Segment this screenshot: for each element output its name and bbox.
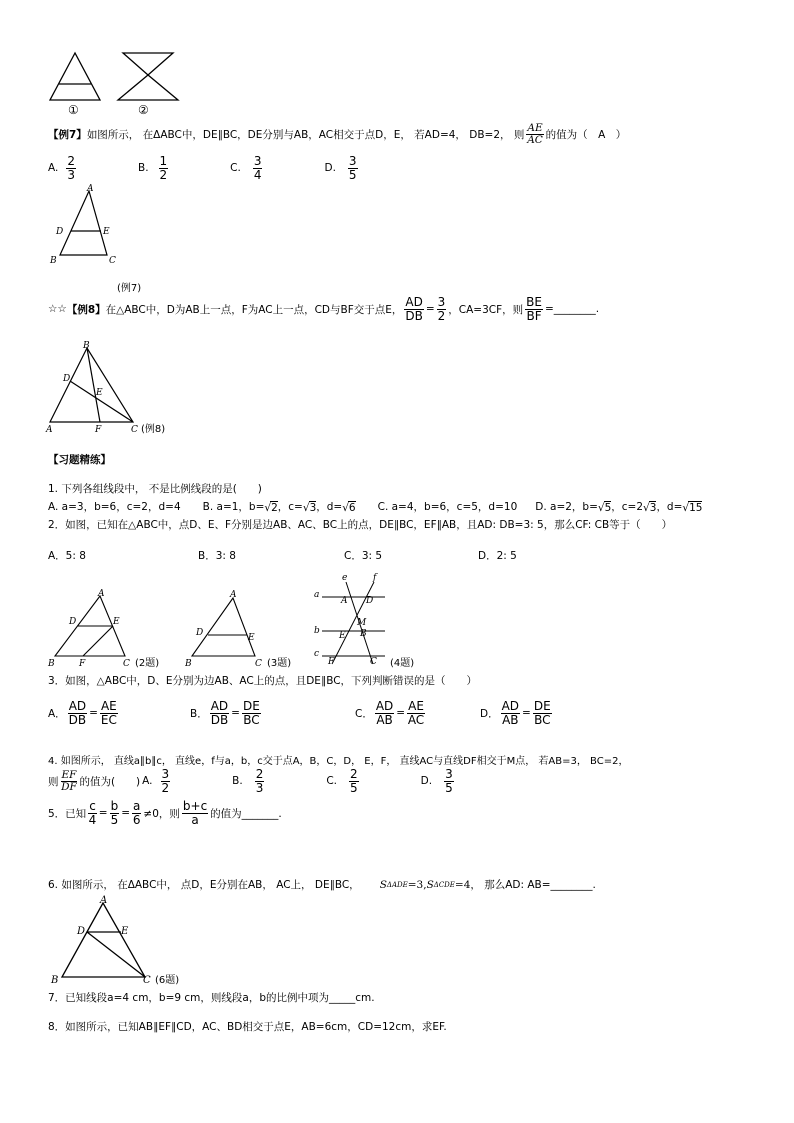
point-label: A: [87, 184, 94, 194]
point-label: C: [255, 659, 262, 668]
fraction: [533, 700, 552, 726]
area-value: =4: [454, 878, 471, 891]
question-5: [48, 800, 282, 826]
fig-label-2: ②: [138, 103, 149, 117]
q5-condition: ≠0，则: [143, 807, 180, 820]
point-label: C: [123, 659, 130, 668]
option-text: ，d=: [316, 501, 343, 513]
frac-numerator: a: [133, 799, 141, 813]
frac-denominator: a: [191, 812, 199, 827]
option-a: A. a=3，b=6，c=2，d=4: [48, 501, 181, 513]
frac-numerator: DE: [242, 699, 260, 713]
fig-label-1: ①: [68, 103, 79, 117]
frac-denominator: 2: [437, 308, 446, 323]
frac-denominator: 4: [88, 812, 97, 827]
fraction: [407, 700, 425, 726]
frac-numerator: 2: [67, 154, 75, 168]
frac-numerator: DE: [533, 699, 551, 713]
hourglass-top: [123, 53, 173, 75]
triangle-abc: [192, 598, 255, 656]
option-label: C.: [230, 162, 241, 175]
question-4-line2: [48, 768, 456, 794]
area-symbol: S: [379, 878, 387, 891]
fraction-3-2: [437, 296, 447, 322]
question-6-figure: [45, 895, 205, 990]
fraction-be-bf: [525, 296, 543, 322]
question-3-figure: [185, 588, 315, 668]
option-d: D. a=2，b=: [535, 501, 598, 513]
area-symbol: S: [426, 878, 434, 891]
frac-numerator: 2: [350, 767, 358, 781]
area-subscript: ΔCDE: [433, 880, 455, 889]
q2-option-c: C．3: 5: [344, 550, 383, 562]
point-label: D: [63, 374, 71, 384]
fraction: [182, 800, 208, 826]
frac-denominator: DB: [68, 712, 87, 727]
example-8-mid: ，CA=3CF，则: [448, 303, 524, 316]
q3-option-c: C． $\frac{AD}{AB}$ = $\frac{AE}{AC}$: [355, 699, 425, 727]
frac-denominator: AC: [527, 134, 543, 147]
figure-caption: (6题): [155, 975, 180, 986]
option-label: C．: [355, 707, 373, 720]
example-7-line: [48, 123, 626, 146]
frac-denominator: BC: [243, 712, 260, 727]
triangle-abc: [50, 348, 133, 422]
point-label: F: [328, 657, 335, 667]
question-2-stem: 2．如图，已知在△ABC中，点D、E、F分别是边AB、AC、BC上的点，DE∥BC，EF∥AB，且AD: DB=3: 5，那么CF: CB等于（ ）: [48, 519, 673, 531]
radicand: 5: [604, 502, 612, 514]
option-label: B.: [137, 162, 149, 175]
frac-numerator: 2: [255, 767, 264, 781]
example-8-tag: 【例8】: [66, 303, 106, 316]
option-text: ，c=: [277, 501, 303, 513]
option-label: B．: [190, 707, 208, 720]
frac-denominator: EC: [100, 712, 117, 727]
fraction: [210, 700, 229, 726]
frac-numerator: AE: [527, 122, 543, 134]
point-label: D: [69, 617, 77, 627]
option-label: A.: [142, 775, 153, 788]
point-label: D: [196, 628, 204, 638]
stars-icon: ☆☆: [48, 303, 67, 316]
frac-denominator: 5: [445, 780, 453, 795]
example-8-text: 在△ABC中，D为AB上一点，F为AC上一点，CD与BF交于点E，: [105, 303, 403, 316]
frac-denominator: BF: [526, 308, 542, 323]
point-label: A: [230, 590, 237, 600]
frac-denominator: 5: [350, 780, 358, 795]
question-4-figure: [310, 572, 440, 670]
frac-numerator: 3: [253, 154, 262, 168]
q3-option-b: B． $\frac{AD}{DB}$ = $\frac{DE}{BC}$: [190, 699, 260, 727]
frac-denominator: AB: [502, 712, 519, 727]
option-b-fraction: [159, 155, 169, 181]
frac-denominator: 6: [132, 812, 141, 827]
segment-dc: [87, 932, 145, 977]
radicand: 6: [348, 502, 356, 514]
example-7-fraction: [526, 123, 543, 146]
option-text: ，d=: [656, 501, 683, 513]
frac-denominator: 2: [159, 167, 168, 182]
option-d-fraction: [348, 155, 358, 181]
q6-tail: ， 那么AD: AB=________.: [470, 879, 596, 891]
q4-prefix: 则: [48, 775, 59, 788]
line-label: e: [342, 573, 348, 583]
option-b: B. a=1，b=: [202, 501, 265, 513]
point-label: A: [100, 895, 108, 906]
hourglass-bottom: [118, 75, 178, 100]
point-label: A: [46, 425, 53, 435]
option-label: D．: [480, 707, 499, 720]
triangle-abc: [62, 903, 145, 977]
frac-denominator: 2: [161, 780, 170, 795]
frac-numerator: BE: [526, 295, 542, 309]
example-7-tail: 的值为（ A ）: [545, 129, 627, 142]
frac-denominator: DB: [210, 712, 229, 727]
frac-numerator: AD: [68, 699, 87, 713]
frac-denominator: 4: [253, 167, 262, 182]
frac-numerator: EF: [61, 768, 77, 781]
triangle-abc: [60, 191, 107, 255]
point-label: D: [366, 596, 374, 606]
fraction: [255, 768, 265, 794]
fraction: [375, 700, 394, 726]
fraction: [132, 800, 141, 826]
top-figures: [45, 50, 185, 120]
option-label: C.: [326, 775, 337, 788]
example-7-text: 如图所示， 在ΔABC中，DE∥BC，DE分别与AB，AC相交于点D，E， 若AD=4， DB=2， 则: [86, 129, 525, 142]
question-4-stem: 4. 如图所示， 直线a∥b∥c， 直线e，f与a，b，c交于点A，B，C，D， E，F， 直线AC与直线DF相交于M点， 若AB=3， BC=2，: [48, 756, 629, 767]
example-7-options: [48, 155, 360, 181]
point-label: E: [96, 388, 103, 398]
point-label: B: [48, 659, 55, 668]
example-8-tail: =________.: [545, 303, 600, 316]
fraction-ef-df: [61, 770, 78, 793]
option-a-fraction: [66, 155, 76, 181]
q3-option-a: A． $\frac{AD}{DB}$ = $\frac{AE}{EC}$: [48, 699, 117, 727]
frac-denominator: BC: [534, 712, 551, 727]
frac-numerator: AD: [375, 699, 394, 713]
point-label: M: [357, 618, 367, 628]
question-7: 7．已知线段a=4 cm，b=9 cm，则线段a，b的比例中项为_____cm.: [48, 992, 375, 1004]
point-label: C: [370, 657, 377, 667]
option-label: D.: [420, 775, 433, 788]
section-title: 【习题精练】: [48, 454, 111, 466]
question-1-options: A. a=3，b=6，c=2，d=4 B. a=1，b= √ 2 ，c= √ 3 ，d= √ 6 C. a=4，b=6，c=5，d=10 D. a=2，b= √ 5 ，c=2 √ 3 ，d= √ 15: [48, 501, 703, 514]
point-label: D: [77, 926, 86, 937]
frac-denominator: 3: [67, 167, 75, 182]
fraction: [444, 768, 454, 794]
frac-numerator: AE: [408, 699, 424, 713]
option-label: A.: [48, 162, 59, 175]
frac-denominator: DF: [61, 780, 77, 793]
frac-numerator: 3: [161, 767, 170, 781]
frac-numerator: 3: [348, 154, 357, 168]
q3-option-d: D． $\frac{AD}{AB}$ = $\frac{DE}{BC}$: [480, 699, 551, 727]
fraction: [110, 800, 120, 826]
option-c-fraction: [253, 155, 263, 181]
example-7-tag: 【例7】: [48, 129, 87, 142]
point-label: E: [113, 617, 120, 627]
option-c: C. a=4，b=6，c=5，d=10: [377, 501, 518, 513]
fraction: [88, 800, 97, 826]
frac-numerator: c: [89, 799, 96, 813]
point-label: B: [83, 341, 90, 351]
radicand: 3: [649, 502, 657, 514]
frac-numerator: 3: [445, 767, 453, 781]
point-label: E: [248, 633, 255, 643]
frac-denominator: DB: [405, 308, 423, 323]
fraction: [161, 768, 171, 794]
figure-caption: (例8): [141, 424, 166, 435]
option-text: ，c=2: [611, 501, 644, 513]
option-label: A．: [48, 707, 66, 720]
line-f: [332, 582, 374, 664]
question-3-stem: 3．如图，△ABC中，D、E分别为边AB、AC上的点，且DE∥BC，下列判断错误的是（ ）: [48, 675, 478, 687]
question-1-stem: 1. 下列各组线段中， 不是比例线段的是( ): [48, 483, 262, 495]
point-label: B: [50, 256, 57, 266]
q2-option-b: B．3: 8: [198, 550, 236, 562]
frac-numerator: b: [110, 799, 119, 813]
point-label: E: [121, 926, 129, 937]
line-label: a: [314, 590, 320, 600]
fraction: [349, 768, 359, 794]
radicand: 3: [309, 502, 317, 514]
point-label: A: [341, 596, 348, 606]
point-label: F: [79, 659, 86, 668]
fraction: [100, 700, 118, 726]
point-label: C: [131, 425, 138, 435]
q5-tail: 的值为_______.: [210, 807, 282, 820]
frac-numerator: AE: [100, 699, 117, 713]
area-value: =3,: [407, 878, 427, 891]
point-label: D: [56, 227, 64, 237]
q4-tail: 的值为( ): [79, 775, 141, 788]
equals-sign: =: [425, 303, 435, 316]
equals-sign: =: [121, 807, 131, 820]
q2-option-a: A．5: 8: [48, 550, 86, 562]
point-label: E: [339, 631, 346, 641]
fraction: [242, 700, 261, 726]
line-label: b: [314, 626, 320, 636]
frac-numerator: b+c: [182, 799, 208, 813]
q6-text: 6. 如图所示， 在ΔABC中， 点D，E分别在AB， AC上， DE∥BC，: [48, 879, 360, 891]
area-subscript: ΔADE: [386, 880, 408, 889]
line-label: c: [314, 649, 320, 659]
frac-denominator: AB: [376, 712, 393, 727]
frac-numerator: AD: [405, 295, 423, 309]
point-label: B: [51, 975, 59, 986]
frac-numerator: AD: [210, 699, 229, 713]
point-label: E: [103, 227, 110, 237]
frac-numerator: AD: [501, 699, 520, 713]
frac-numerator: 1: [159, 154, 168, 168]
option-label: D.: [324, 162, 336, 175]
frac-numerator: 3: [437, 295, 446, 309]
point-label: B: [185, 659, 192, 668]
frac-denominator: 5: [110, 812, 119, 827]
figure-caption: (2题): [135, 658, 160, 668]
question-2-figure: [45, 588, 185, 668]
figure-caption: (3题): [267, 658, 292, 668]
q5-prefix: 5．已知: [48, 807, 87, 820]
example-8-figure: [45, 340, 195, 440]
fraction: [68, 700, 87, 726]
frac-denominator: 3: [255, 780, 264, 795]
line-label: f: [373, 573, 377, 583]
point-label: C: [109, 256, 116, 266]
point-label: B: [360, 629, 367, 639]
fraction: [501, 700, 520, 726]
figure-caption: (例7): [117, 283, 142, 293]
equals-sign: =: [98, 807, 108, 820]
q2-option-d: D．2: 5: [478, 550, 517, 562]
example-7-figure: [45, 183, 160, 293]
point-label: A: [98, 589, 105, 599]
triangle-figure-1: [50, 53, 100, 100]
option-label: B.: [232, 775, 243, 788]
segment-ef: [83, 626, 113, 656]
frac-denominator: 5: [348, 167, 357, 182]
question-6-stem: [48, 877, 596, 892]
point-label: F: [95, 425, 102, 435]
frac-denominator: AC: [407, 712, 425, 727]
question-8: 8．如图所示，已知AB∥EF∥CD，AC、BD相交于点E，AB=6cm，CD=12cm，求EF.: [48, 1021, 447, 1033]
figure-caption: (4题): [390, 658, 415, 669]
example-8-line: [48, 296, 599, 322]
radicand: 15: [689, 502, 703, 514]
point-label: C: [143, 975, 151, 986]
radicand: 2: [271, 502, 278, 514]
fraction-ad-db: [404, 296, 423, 322]
